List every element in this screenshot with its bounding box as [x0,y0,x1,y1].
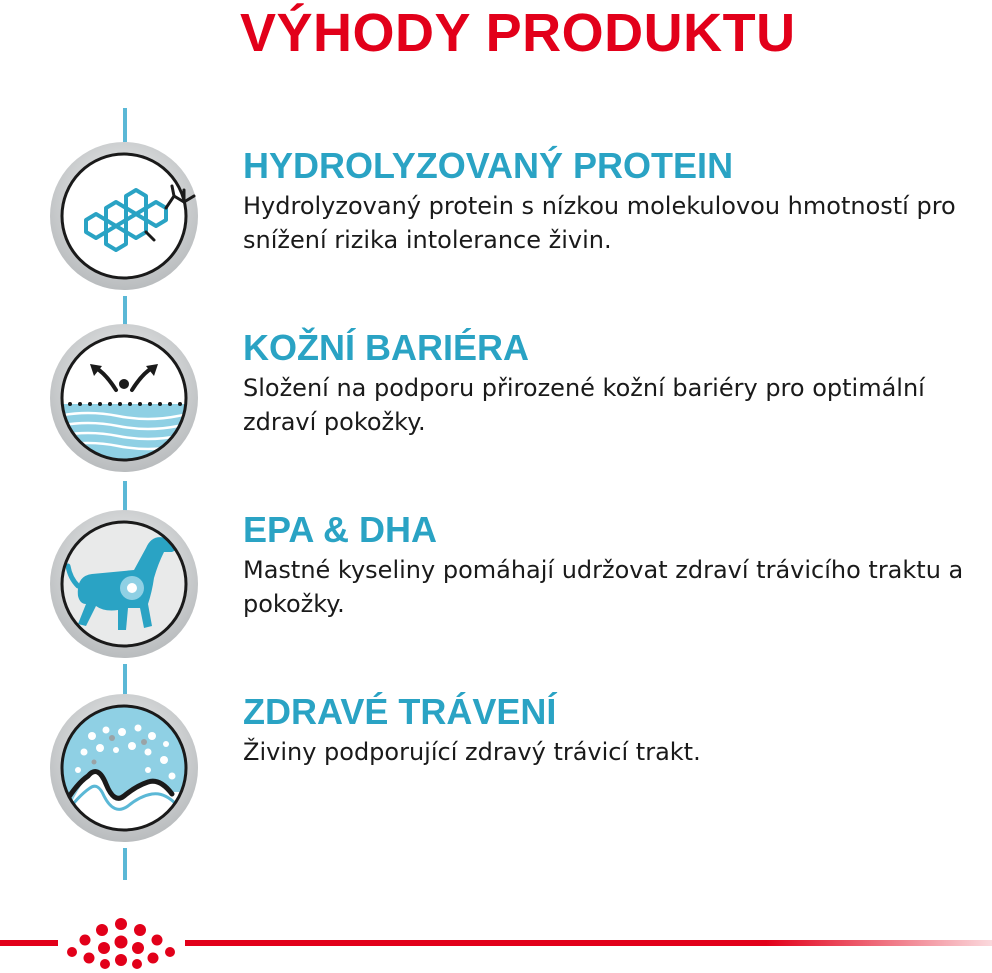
feature-title: HYDROLYZOVANÝ PROTEIN [243,145,734,186]
digestive-tract-icon [48,692,200,844]
feature-title: ZDRAVÉ TRÁVENÍ [243,691,557,732]
feature-description: Hydrolyzovaný protein s nízkou molekulovou hmotností pro snížení rizika intolerance živin. [243,192,956,254]
feature-description: Složení na podporu přirozené kožní bariéry pro optimální zdraví pokožky. [243,374,925,436]
skin-barrier-icon [48,322,200,474]
page-title: VÝHODY PRODUKTU [240,3,796,63]
feature-epa-dha [243,510,988,621]
footer-divider-left [0,940,58,946]
feature-hydrolyzed-protein [243,146,988,257]
molecule-icon [48,140,200,292]
footer-divider-right [185,940,992,946]
connector-line [123,664,127,694]
feature-title: KOŽNÍ BARIÉRA [243,327,529,368]
feature-title: EPA & DHA [243,509,438,550]
connector-line [123,848,127,880]
dog-icon [48,508,200,660]
feature-skin-barrier [243,328,988,439]
feature-healthy-digestion [243,692,988,769]
connector-line [123,108,127,142]
feature-description: Mastné kyseliny pomáhají udržovat zdraví trávicího traktu a pokožky. [243,556,964,618]
connector-line [123,481,127,511]
feature-description: Živiny podporující zdravý trávicí trakt. [243,738,701,766]
royal-canin-crown-logo [64,916,178,972]
